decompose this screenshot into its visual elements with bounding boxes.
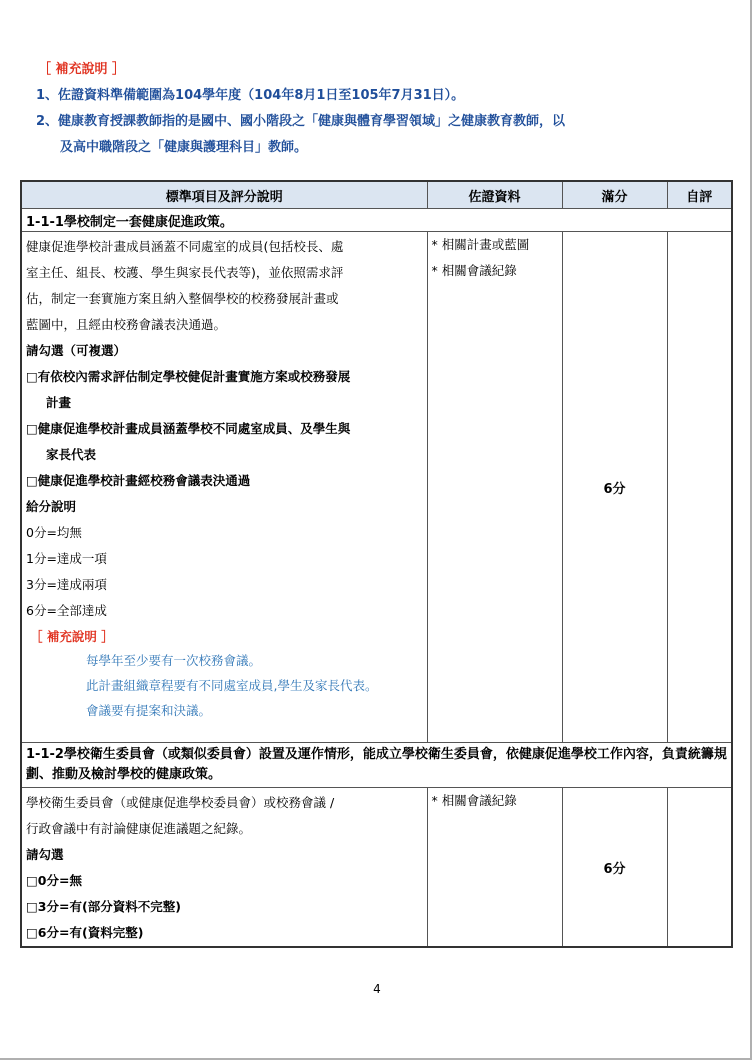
desc-line: 健康促進學校計畫成員涵蓋不同處室的成員(包括校長、處 [26, 239, 344, 254]
section1-score: 6分 [562, 232, 667, 743]
note-item: 會議要有提案和決議。 [86, 703, 212, 718]
section2-title-row [21, 743, 732, 788]
section2-score: 6分 [562, 788, 667, 948]
header-evidence: 佐證資料 [427, 181, 562, 209]
checkbox-item-cont: 家長代表 [46, 447, 97, 462]
checkbox-item-cont: 計畫 [46, 395, 72, 410]
table-header-row [21, 181, 732, 209]
header-criteria: 標準項目及評分說明 [21, 181, 427, 209]
scoring-item: 6分=全部達成 [26, 603, 107, 618]
desc-line: 藍圖中，且經由校務會議表決通過。 [26, 317, 227, 332]
note-item: 每學年至少要有一次校務會議。 [86, 653, 262, 668]
desc-line: 學校衛生委員會（或健康促進學校委員會）或校務會議 / [26, 795, 335, 810]
section1-title-row [21, 209, 732, 232]
section2-title: 1-1-2學校衛生委員會（或類似委員會）設置及運作情形，能成立學校衛生委員會，依健康促進學校工作內容，負責統籌規劃、推動及檢討學校的健康政策。 [21, 743, 732, 788]
section1-title: 1-1-1學校制定一套健康促進政策。 [21, 209, 732, 232]
section2-self-eval[interactable] [667, 788, 732, 948]
desc-line: 估，制定一套實施方案且納入整個學校的校務發展計畫或 [26, 291, 339, 306]
desc-line: 行政會議中有討論健康促進議題之紀錄。 [26, 821, 252, 836]
checkbox-item[interactable]: □3分=有(部分資料不完整) [26, 899, 181, 914]
checkbox-item[interactable]: □健康促進學校計畫成員涵蓋學校不同處室成員、及學生與 [26, 421, 351, 436]
header-self-eval: 自評 [667, 181, 732, 209]
section1-description [21, 232, 427, 743]
section1-self-eval[interactable] [667, 232, 732, 743]
supplement-heading: ［ 補充說明 ］ [38, 62, 126, 77]
section2-description [21, 788, 427, 948]
supplement-item-1: 1、佐證資料準備範圍為104學年度（104年8月1日至105年7月31日）。 [36, 88, 465, 103]
section2-evidence [427, 788, 562, 948]
page-number: 4 [373, 982, 381, 996]
checkbox-item[interactable]: □健康促進學校計畫經校務會議表決通過 [26, 473, 251, 488]
scoring-item: 3分=達成兩項 [26, 577, 107, 592]
desc-line: 室主任、組長、校護、學生與家長代表等)，並依照需求評 [26, 265, 344, 280]
supplement-item-2-cont: 及高中職階段之「健康與護理科目」教師。 [60, 140, 308, 155]
section1-content-row [21, 232, 732, 743]
checkbox-item[interactable]: □6分=有(資料完整) [26, 925, 144, 940]
checkbox-item[interactable]: □有依校內需求評估制定學校健促計畫實施方案或校務發展 [26, 369, 351, 384]
scoring-item: 1分=達成一項 [26, 551, 107, 566]
check-title: 請勾選（可複選） [26, 343, 127, 358]
evidence-item: * 相關會議紀錄 [431, 263, 517, 278]
section1-evidence [427, 232, 562, 743]
note-heading: ［ 補充說明 ］ [30, 629, 114, 644]
check-title: 請勾選 [26, 847, 64, 862]
scoring-item: 0分=均無 [26, 525, 82, 540]
note-item: 此計畫組織章程要有不同處室成員,學生及家長代表。 [86, 678, 378, 693]
evidence-item: * 相關計畫或藍圖 [431, 237, 530, 252]
section2-content-row [21, 788, 732, 948]
checkbox-item[interactable]: □0分=無 [26, 873, 82, 888]
supplement-item-2: 2、健康教育授課教師指的是國中、國小階段之「健康與體育學習領域」之健康教育教師，以 [36, 114, 566, 129]
scoring-title: 給分說明 [26, 499, 77, 514]
criteria-table [20, 180, 733, 948]
evidence-item: * 相關會議紀錄 [431, 793, 517, 808]
header-full-score: 滿分 [562, 181, 667, 209]
